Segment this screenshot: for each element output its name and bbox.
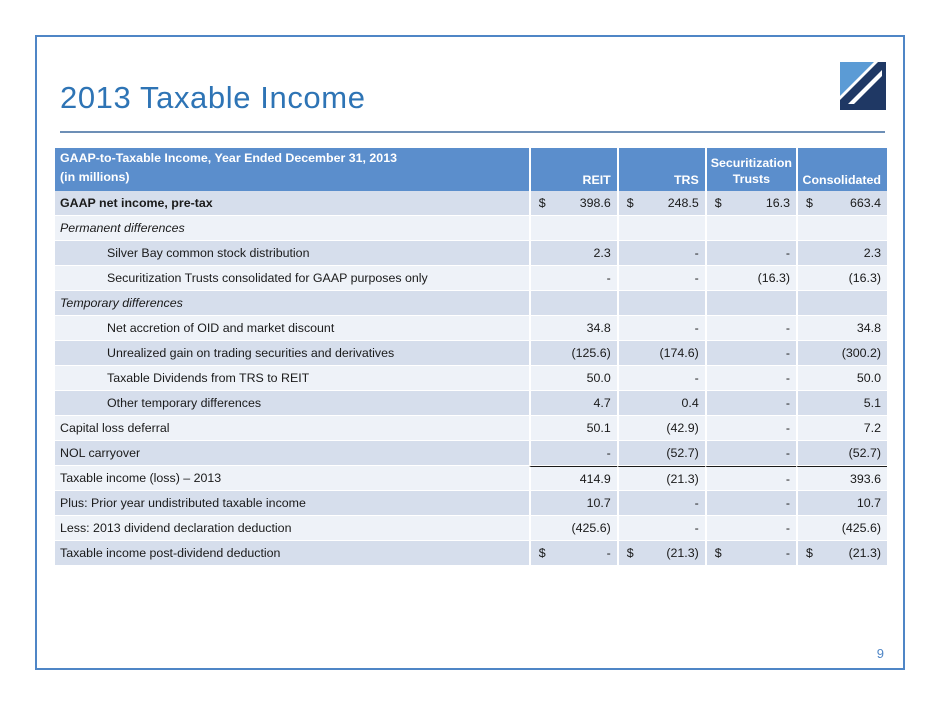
cell-consolidated: (16.3) [796, 266, 887, 291]
cell-trs [617, 291, 705, 316]
caption-line-2: (in millions) [60, 170, 130, 184]
cell-consolidated: (52.7) [796, 441, 887, 466]
cell-securitization: - [705, 241, 796, 266]
row-label: Silver Bay common stock distribution [55, 241, 529, 266]
cell-consolidated: 393.6 [796, 466, 887, 491]
table-row [55, 216, 887, 241]
cell-trs [617, 216, 705, 241]
table-row [55, 191, 887, 216]
row-label: Temporary differences [55, 291, 529, 316]
cell-reit: - [529, 266, 617, 291]
table-row [55, 341, 887, 366]
cell-trs: 0.4 [617, 391, 705, 416]
cell-securitization: (16.3) [705, 266, 796, 291]
cell-reit: 50.0 [529, 366, 617, 391]
page-number: 9 [876, 646, 884, 661]
cell-trs: (42.9) [617, 416, 705, 441]
cell-trs: - [617, 266, 705, 291]
cell-trs: - [617, 491, 705, 516]
row-label: NOL carryover [55, 441, 529, 466]
table-row [55, 466, 887, 491]
cell-securitization: - [705, 391, 796, 416]
cell-consolidated: $ (21.3) [796, 541, 887, 566]
cell-securitization: - [705, 366, 796, 391]
table-row [55, 491, 887, 516]
column-header-consolidated: Consolidated [796, 148, 887, 191]
row-label: Taxable Dividends from TRS to REIT [55, 366, 529, 391]
cell-reit: $ 398.6 [529, 191, 617, 216]
cell-reit: 50.1 [529, 416, 617, 441]
cell-trs: $ (21.3) [617, 541, 705, 566]
cell-trs: (52.7) [617, 441, 705, 466]
cell-consolidated: 2.3 [796, 241, 887, 266]
row-label: Net accretion of OID and market discount [55, 316, 529, 341]
cell-consolidated: (425.6) [796, 516, 887, 541]
cell-consolidated: 50.0 [796, 366, 887, 391]
cell-securitization: - [705, 341, 796, 366]
company-logo-icon [838, 60, 888, 112]
cell-securitization: - [705, 416, 796, 441]
cell-trs: - [617, 366, 705, 391]
cell-securitization: - [705, 441, 796, 466]
table-caption [55, 148, 529, 191]
cell-securitization: - [705, 516, 796, 541]
cell-reit: 2.3 [529, 241, 617, 266]
column-header-trs: TRS [617, 148, 705, 191]
cell-consolidated: 34.8 [796, 316, 887, 341]
page-title: 2013 Taxable Income [60, 80, 366, 115]
table-row [55, 516, 887, 541]
cell-reit: (125.6) [529, 341, 617, 366]
cell-securitization [705, 216, 796, 241]
cell-trs: - [617, 241, 705, 266]
cell-consolidated: 10.7 [796, 491, 887, 516]
table-row [55, 366, 887, 391]
caption-line-1: GAAP-to-Taxable Income, Year Ended December 31, 2013 [60, 151, 397, 165]
cell-reit: 34.8 [529, 316, 617, 341]
cell-consolidated [796, 291, 887, 316]
table-row [55, 541, 887, 566]
taxable-income-table [55, 148, 887, 566]
row-label: Securitization Trusts consolidated for GAAP purposes only [55, 266, 529, 291]
cell-reit: 414.9 [529, 466, 617, 491]
table-row [55, 441, 887, 466]
title-divider [60, 131, 885, 133]
column-header-sec-line-1: Securitization [710, 156, 792, 170]
cell-consolidated: 7.2 [796, 416, 887, 441]
table-row [55, 291, 887, 316]
row-label: Plus: Prior year undistributed taxable income [55, 491, 529, 516]
cell-consolidated: $ 663.4 [796, 191, 887, 216]
row-label: Capital loss deferral [55, 416, 529, 441]
cell-trs: $ 248.5 [617, 191, 705, 216]
table-row [55, 391, 887, 416]
column-header-reit: REIT [529, 148, 617, 191]
cell-securitization [705, 291, 796, 316]
table-header-row [55, 148, 887, 191]
cell-consolidated [796, 216, 887, 241]
row-label: Unrealized gain on trading securities and derivatives [55, 341, 529, 366]
cell-trs: - [617, 516, 705, 541]
table-row [55, 416, 887, 441]
cell-securitization: $ - [705, 541, 796, 566]
cell-securitization: $ 16.3 [705, 191, 796, 216]
cell-consolidated: (300.2) [796, 341, 887, 366]
cell-trs: (174.6) [617, 341, 705, 366]
cell-consolidated: 5.1 [796, 391, 887, 416]
column-header-sec-line-2: Trusts [732, 172, 770, 186]
cell-securitization: - [705, 466, 796, 491]
row-label: Other temporary differences [55, 391, 529, 416]
cell-securitization: - [705, 491, 796, 516]
cell-reit: 4.7 [529, 391, 617, 416]
row-label: Permanent differences [55, 216, 529, 241]
cell-trs: (21.3) [617, 466, 705, 491]
row-label: GAAP net income, pre-tax [55, 191, 529, 216]
cell-reit: $ - [529, 541, 617, 566]
row-label: Taxable income post-dividend deduction [55, 541, 529, 566]
row-label: Less: 2013 dividend declaration deduction [55, 516, 529, 541]
cell-reit [529, 291, 617, 316]
table-row [55, 316, 887, 341]
cell-reit: - [529, 441, 617, 466]
table-row [55, 241, 887, 266]
cell-trs: - [617, 316, 705, 341]
cell-reit: (425.6) [529, 516, 617, 541]
row-label: Taxable income (loss) – 2013 [55, 466, 529, 491]
table-row [55, 266, 887, 291]
cell-securitization: - [705, 316, 796, 341]
column-header-securitization-trusts [705, 148, 796, 191]
cell-reit: 10.7 [529, 491, 617, 516]
cell-reit [529, 216, 617, 241]
